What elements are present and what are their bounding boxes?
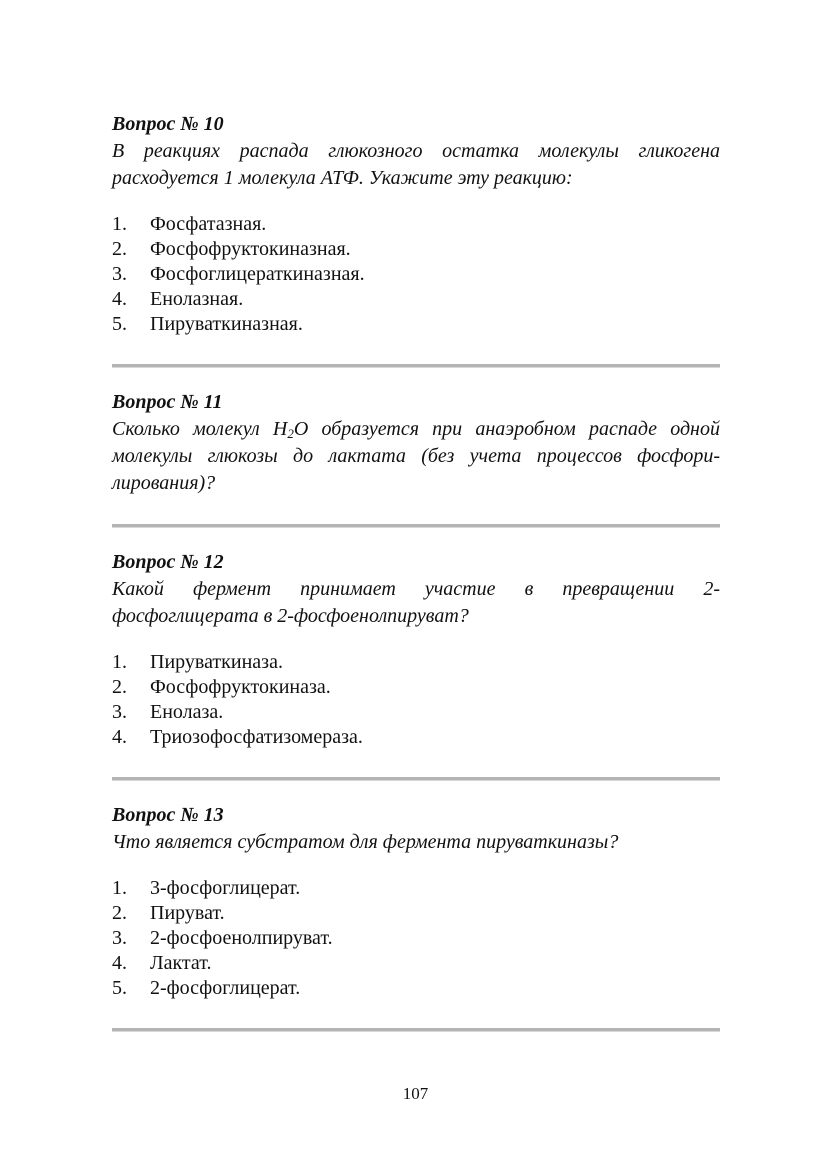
question-12 — [112, 548, 720, 750]
question-text-line: фосфоглицерата в 2-фосфоенолпируват? — [112, 605, 469, 627]
option-text: Пируват. — [150, 902, 225, 924]
question-10 — [112, 110, 720, 337]
option-number: 3. — [112, 263, 127, 285]
answer-option — [112, 876, 720, 901]
question-title: Вопрос № 10 — [112, 113, 224, 135]
option-text: Фосфоглицераткиназная. — [150, 263, 365, 285]
answer-options — [112, 212, 720, 337]
option-number: 1. — [112, 213, 127, 235]
question-13 — [112, 801, 720, 1001]
option-text: Фосфатазная. — [150, 213, 267, 235]
option-number: 5. — [112, 977, 127, 999]
option-number: 1. — [112, 651, 127, 673]
question-11 — [112, 388, 720, 497]
option-text: 3-фосфоглицерат. — [150, 877, 301, 899]
option-number: 2. — [112, 676, 127, 698]
question-text-line: расходуется 1 молекула АТФ. Укажите эту реакцию: — [112, 167, 573, 189]
option-number: 4. — [112, 952, 127, 974]
answer-option — [112, 926, 720, 951]
question-text-line: молекулы глюкозы до лактата (без учета процессов фосфори- — [112, 445, 720, 467]
answer-option — [112, 700, 720, 725]
answer-option — [112, 901, 720, 926]
answer-option — [112, 675, 720, 700]
subscript: 2 — [287, 426, 294, 441]
text-fragment: Сколько молекул H — [112, 418, 288, 440]
question-title: Вопрос № 11 — [112, 391, 223, 413]
option-text: 2-фосфоглицерат. — [150, 977, 301, 999]
text-fragment: O образуется при анаэробном распаде одной — [293, 418, 720, 440]
option-number: 2. — [112, 238, 127, 260]
answer-options — [112, 650, 720, 750]
answer-option — [112, 976, 720, 1001]
option-text: Енолазная. — [150, 288, 244, 310]
answer-option — [112, 212, 720, 237]
answer-option — [112, 262, 720, 287]
option-number: 5. — [112, 313, 127, 335]
section-divider — [112, 1028, 720, 1032]
answer-option — [112, 951, 720, 976]
question-text — [112, 576, 720, 630]
page-number: 107 — [402, 1084, 429, 1103]
page-content — [112, 110, 720, 1032]
option-number: 4. — [112, 726, 127, 748]
question-text-line: В реакциях распада глюкозного остатка молекулы гликогена — [112, 140, 720, 162]
answer-options — [112, 876, 720, 1001]
section-divider — [112, 777, 720, 781]
option-text: Пируваткиназа. — [150, 651, 283, 673]
question-text-line: Какой фермент принимает участие в превращении 2- — [112, 578, 720, 600]
option-text: 2-фосфоенолпируват. — [150, 927, 333, 949]
section-divider — [112, 364, 720, 368]
option-number: 1. — [112, 877, 127, 899]
question-text — [112, 416, 720, 497]
option-text: Фосфофруктокиназная. — [150, 238, 351, 260]
question-text-line — [112, 416, 720, 443]
question-text — [112, 829, 720, 856]
answer-option — [112, 237, 720, 262]
question-text — [112, 138, 720, 192]
option-text: Триозофосфатизомераза. — [150, 726, 363, 748]
question-text-line: лирования)? — [112, 472, 216, 494]
question-title: Вопрос № 13 — [112, 804, 224, 826]
question-title: Вопрос № 12 — [112, 551, 224, 573]
option-number: 3. — [112, 701, 127, 723]
option-number: 3. — [112, 927, 127, 949]
option-text: Фосфофруктокиназа. — [150, 676, 331, 698]
section-divider — [112, 524, 720, 528]
question-text-line: Что является субстратом для фермента пируваткиназы? — [112, 831, 619, 853]
option-text: Пируваткиназная. — [150, 313, 303, 335]
option-text: Лактат. — [150, 952, 212, 974]
answer-option — [112, 650, 720, 675]
answer-option — [112, 312, 720, 337]
option-number: 4. — [112, 288, 127, 310]
answer-option — [112, 287, 720, 312]
answer-option — [112, 725, 720, 750]
option-text: Енолаза. — [150, 701, 224, 723]
option-number: 2. — [112, 902, 127, 924]
